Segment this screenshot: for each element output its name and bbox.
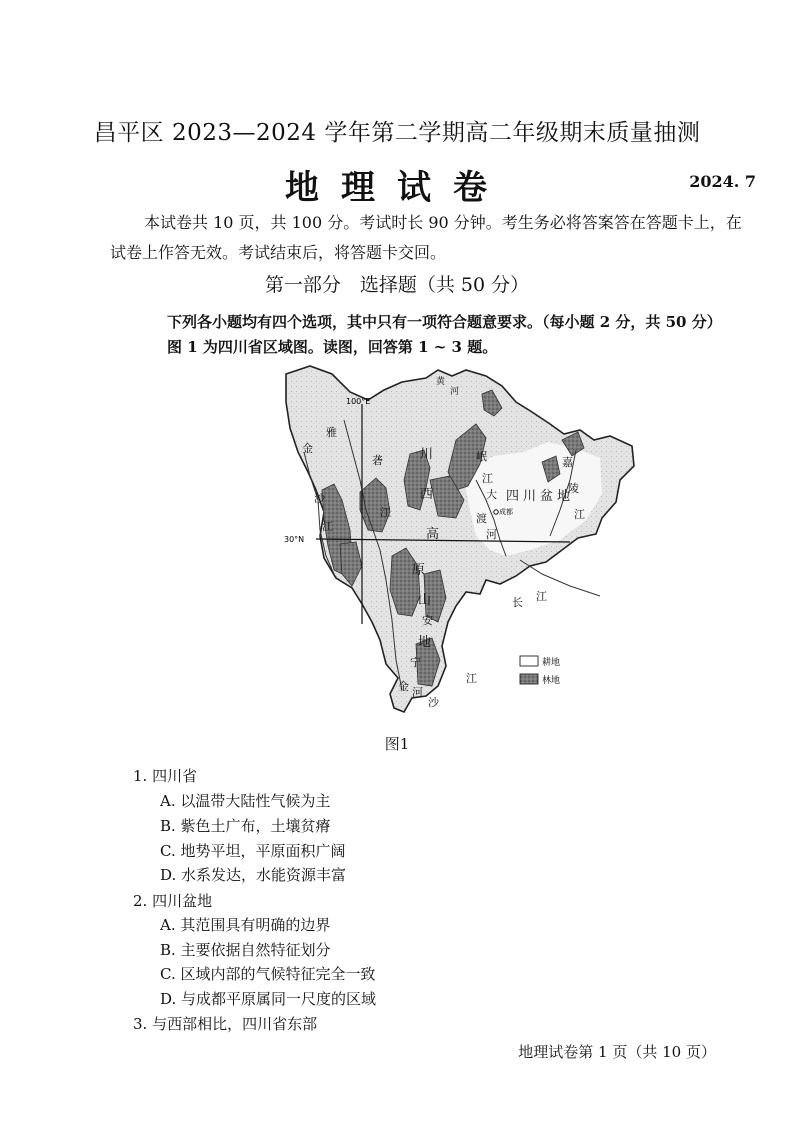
label-long: 砻 (372, 454, 383, 467)
chengdu-label: 成都 (499, 508, 513, 516)
figure-reference: 图 1 为四川省区域图。读图，回答第 1 ~ 3 题。 (167, 338, 498, 356)
question-1-option-d: D. 水系发达，水能资源丰富 (160, 866, 347, 884)
chengdu-marker (494, 510, 498, 514)
intro-paragraph-cont (110, 238, 446, 268)
label-ning: 宁 (410, 656, 421, 669)
legend-swatch-farmland (520, 656, 538, 666)
question-2-option-c: C. 区域内部的气候特征完全一致 (160, 965, 376, 983)
exam-date: 2024. 7 (689, 172, 756, 191)
label-jialing: 嘉 (562, 456, 573, 469)
label-jin: 金 (302, 442, 313, 455)
subject-title: 地理试卷 (285, 168, 509, 208)
question-1-stem: 1. 四川省 (133, 767, 198, 785)
label-ling: 陵 (568, 482, 579, 495)
label-jiang4: 江 (574, 508, 585, 521)
label-chang: 长 (512, 596, 523, 609)
question-1-option-a: A. 以温带大陆性气候为主 (160, 792, 331, 810)
label-gao: 高 (426, 527, 440, 542)
label-sha: 沙 (314, 492, 325, 505)
intro-line-1: 本试卷共 10 页，共 100 分。考试时长 90 分钟。考生务必将答案答在答题卡上，在 (144, 213, 742, 232)
lon-label: 100°E (346, 397, 371, 406)
part-instruction: 下列各小题均有四个选项，其中只有一项符合题意要求。（每小题 2 分，共 50 分） (167, 313, 722, 331)
label-he3: 河 (412, 686, 423, 699)
label-sha2: 沙 (428, 696, 439, 709)
figure-caption: 图1 (384, 735, 410, 753)
label-jiang2: 江 (322, 520, 333, 533)
sichuan-map (280, 360, 640, 722)
question-2-option-b: B. 主要依据自然特征划分 (160, 941, 331, 959)
question-3-stem: 3. 与西部相比，四川省东部 (133, 1015, 318, 1033)
label-shan: 山 (418, 593, 432, 608)
label-du: 渡 (476, 512, 487, 525)
map-legend (520, 656, 560, 686)
label-jiang1: 江 (380, 506, 391, 519)
part-title: 第一部分 选择题（共 50 分） (264, 274, 530, 296)
lat-label: 30°N (284, 535, 305, 544)
page-footer: 地理试卷第 1 页（共 10 页） (518, 1043, 716, 1061)
label-jin2: 金 (398, 680, 409, 693)
legend-swatch-forest (520, 674, 538, 684)
intro-paragraph (144, 208, 759, 238)
question-2-option-d: D. 与成都平原属同一尺度的区域 (160, 990, 377, 1008)
question-2-option-a: A. 其范围具有明确的边界 (160, 916, 331, 934)
label-di: 地 (418, 635, 432, 650)
label-jiang5: 江 (536, 590, 547, 603)
label-ya: 雅 (326, 426, 337, 439)
exam-title: 昌平区 2023—2024 学年第二学期高二年级期末质量抽测 (93, 120, 701, 146)
label-he: 河 (486, 528, 497, 541)
legend-label-forest: 林地 (542, 676, 561, 686)
label-an: 安 (422, 614, 433, 627)
question-1-option-b: B. 紫色土广布，土壤贫瘠 (160, 817, 331, 835)
label-xi: 西 (420, 487, 434, 502)
question-1-option-c: C. 地势平坦，平原面积广阔 (160, 842, 346, 860)
label-min: 岷 (476, 450, 487, 463)
label-he2: 河 (450, 387, 460, 397)
label-yuan: 原 (412, 563, 426, 578)
intro-line-2: 试卷上作答无效。考试结束后，将答题卡交回。 (110, 243, 447, 262)
label-jiang6: 江 (466, 672, 477, 685)
label-jiang3: 江 (482, 472, 493, 485)
label-huang: 黄 (436, 377, 446, 387)
label-sichuan-basin: 四川盆地 (506, 489, 575, 504)
label-da: 大 (486, 488, 497, 501)
legend-label-farmland: 耕地 (542, 658, 561, 668)
label-chuan: 川 (420, 447, 434, 462)
question-2-stem: 2. 四川盆地 (133, 892, 213, 910)
